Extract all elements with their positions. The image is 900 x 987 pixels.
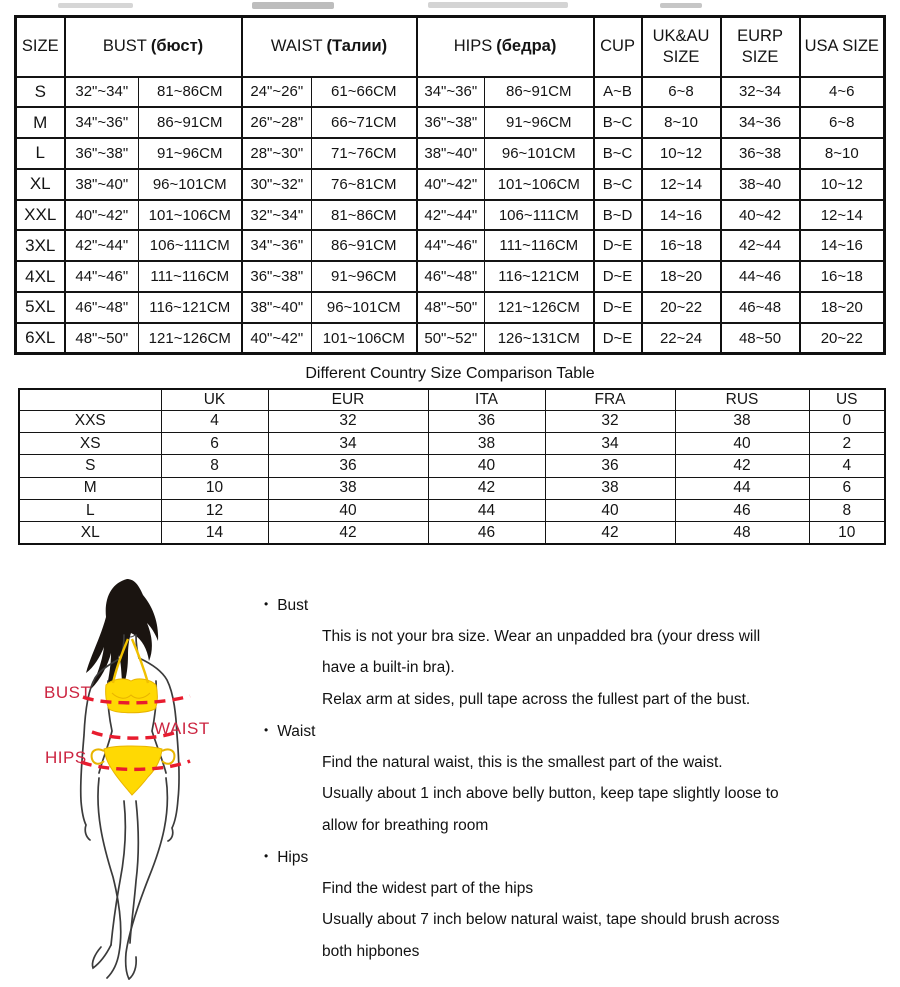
cell: 86~91CM: [312, 230, 417, 261]
cell: B~C: [594, 138, 642, 169]
cell: 12~14: [642, 169, 721, 200]
guide-title-hips: Hips: [277, 849, 309, 866]
size-row-l: [16, 138, 885, 169]
cell: 96~101CM: [312, 292, 417, 323]
cell: B~C: [594, 169, 642, 200]
cell: 20~22: [800, 323, 885, 354]
cell: 38"~40": [242, 292, 312, 323]
guide-title-bust: Bust: [277, 597, 309, 614]
cell: 20~22: [642, 292, 721, 323]
cell: XXS: [19, 410, 161, 432]
cell: 5XL: [16, 292, 65, 323]
cell: 76~81CM: [312, 169, 417, 200]
crop-artifact: [252, 2, 334, 9]
cell: S: [16, 77, 65, 108]
cell: XL: [16, 169, 65, 200]
guide-line: Relax arm at sides, pull tape across the fullest part of the bust.: [322, 690, 751, 708]
cell: 24"~26": [242, 77, 312, 108]
cell: 8~10: [800, 138, 885, 169]
col-bust-ru: (бюст): [150, 37, 204, 56]
col-uk: UK: [161, 389, 268, 410]
cell: 38: [675, 410, 809, 432]
cell: 34: [545, 432, 675, 454]
cell: D~E: [594, 292, 642, 323]
cell: 34"~36": [242, 230, 312, 261]
cell: 22~24: [642, 323, 721, 354]
col-hips: [417, 17, 594, 77]
size-row-6xl: [16, 323, 885, 354]
cell: 0: [809, 410, 885, 432]
cell: 42: [675, 455, 809, 477]
comparison-row-l: [19, 500, 885, 522]
col-fra: FRA: [545, 389, 675, 410]
crop-artifact: [660, 3, 702, 8]
cell: 40"~42": [242, 323, 312, 354]
cell: 44"~46": [417, 230, 485, 261]
cell: 14: [161, 522, 268, 544]
cell: 44~46: [721, 261, 800, 292]
cell: S: [19, 455, 161, 477]
measure-guide: [264, 589, 896, 967]
cell: 36: [268, 455, 428, 477]
comparison-row-s: [19, 455, 885, 477]
size-row-xxl: [16, 200, 885, 231]
cell: 91~96CM: [485, 107, 594, 138]
col-bust-en: BUST: [102, 37, 147, 56]
cell: 36"~38": [65, 138, 139, 169]
cell: 40: [545, 500, 675, 522]
col-ita: ITA: [428, 389, 545, 410]
col-eurp-size: EURP SIZE: [721, 17, 800, 77]
cell: 36"~38": [242, 261, 312, 292]
cell: B~D: [594, 200, 642, 231]
bullet-icon: •: [264, 723, 269, 737]
cell: 106~111CM: [139, 230, 242, 261]
cell: 32"~34": [65, 77, 139, 108]
cell: 38~40: [721, 169, 800, 200]
col-hips-en: HIPS: [453, 37, 493, 56]
cell: 40"~42": [65, 200, 139, 231]
cell: 36~38: [721, 138, 800, 169]
cell: 71~76CM: [312, 138, 417, 169]
cell: 6~8: [800, 107, 885, 138]
cell: 48: [675, 522, 809, 544]
size-table-header-row: [16, 17, 885, 77]
cell: 18~20: [800, 292, 885, 323]
cell: 40: [675, 432, 809, 454]
col-cup: CUP: [594, 17, 642, 77]
cell: 32: [545, 410, 675, 432]
country-size-comparison-table: [18, 388, 886, 545]
cell: 28"~30": [242, 138, 312, 169]
cell: 16~18: [642, 230, 721, 261]
cell: 86~91CM: [485, 77, 594, 108]
cell: 6~8: [642, 77, 721, 108]
cell: 38: [545, 477, 675, 499]
cell: 8~10: [642, 107, 721, 138]
cell: 106~111CM: [485, 200, 594, 231]
cell: 36"~38": [417, 107, 485, 138]
col-usa-size: USA SIZE: [800, 17, 885, 77]
cell: 38: [268, 477, 428, 499]
comparison-header-row: [19, 389, 885, 410]
cell: 12~14: [800, 200, 885, 231]
size-chart-table: [14, 15, 886, 355]
cell: 46: [428, 522, 545, 544]
cell: 111~116CM: [485, 230, 594, 261]
cell: 8: [809, 500, 885, 522]
size-row-5xl: [16, 292, 885, 323]
cell: 48~50: [721, 323, 800, 354]
cell: 96~101CM: [485, 138, 594, 169]
comparison-row-xs: [19, 432, 885, 454]
cell: 91~96CM: [139, 138, 242, 169]
cell: 10: [809, 522, 885, 544]
cell: 101~106CM: [485, 169, 594, 200]
cell: 48"~50": [65, 323, 139, 354]
cell: 34~36: [721, 107, 800, 138]
cell: 116~121CM: [485, 261, 594, 292]
cell: 42: [268, 522, 428, 544]
cell: 6: [161, 432, 268, 454]
cell: 6XL: [16, 323, 65, 354]
cell: 4: [809, 455, 885, 477]
cell: 42: [545, 522, 675, 544]
col-eur: EUR: [268, 389, 428, 410]
cell: 2: [809, 432, 885, 454]
cell: M: [16, 107, 65, 138]
guide-section-title: [264, 715, 896, 747]
size-row-s: [16, 77, 885, 108]
crop-artifact: [58, 3, 133, 8]
cell: 96~101CM: [139, 169, 242, 200]
cell: 42"~44": [65, 230, 139, 261]
cell: 36: [545, 455, 675, 477]
cell: 38"~40": [65, 169, 139, 200]
cell: 116~121CM: [139, 292, 242, 323]
cell: 4~6: [800, 77, 885, 108]
cell: 111~116CM: [139, 261, 242, 292]
guide-line: Usually about 7 inch below natural waist, tape should brush across: [322, 911, 780, 928]
cell: 16~18: [800, 261, 885, 292]
cell: 121~126CM: [485, 292, 594, 323]
waist-label: WAIST: [154, 719, 210, 738]
cell: M: [19, 477, 161, 499]
guide-line: both hipbones: [322, 942, 420, 960]
cell: 6: [809, 477, 885, 499]
cell: 91~96CM: [312, 261, 417, 292]
cell: L: [16, 138, 65, 169]
bullet-icon: •: [264, 597, 269, 611]
cell: 4: [161, 410, 268, 432]
cell: L: [19, 500, 161, 522]
cell: 38: [428, 432, 545, 454]
cell: 4XL: [16, 261, 65, 292]
comparison-table-title: Different Country Size Comparison Table: [305, 365, 595, 382]
cell: 40~42: [721, 200, 800, 231]
cell: 10~12: [642, 138, 721, 169]
cell: 50"~52": [417, 323, 485, 354]
col-us: US: [809, 389, 885, 410]
guide-line: Usually about 1 inch above belly button, keep tape slightly loose to: [322, 785, 779, 802]
cell: XL: [19, 522, 161, 544]
guide-line: Find the widest part of the hips: [322, 879, 534, 897]
comparison-row-m: [19, 477, 885, 499]
cell: D~E: [594, 261, 642, 292]
cell: 26"~28": [242, 107, 312, 138]
comparison-row-xxs: [19, 410, 885, 432]
cell: 3XL: [16, 230, 65, 261]
guide-section-title: [264, 841, 896, 873]
model-sketch: [26, 573, 262, 985]
bullet-icon: •: [264, 849, 269, 863]
col-waist: [242, 17, 417, 77]
cell: 86~91CM: [139, 107, 242, 138]
comparison-row-xl: [19, 522, 885, 544]
cell: 44: [675, 477, 809, 499]
size-row-xl: [16, 169, 885, 200]
cell: 40"~42": [417, 169, 485, 200]
guide-title-waist: Waist: [277, 723, 316, 740]
cell: XS: [19, 432, 161, 454]
cell: 32"~34": [242, 200, 312, 231]
cell: 32: [268, 410, 428, 432]
cell: 126~131CM: [485, 323, 594, 354]
cell: 42: [428, 477, 545, 499]
col-size: SIZE: [16, 17, 65, 77]
cell: 46~48: [721, 292, 800, 323]
guide-section-title: [264, 589, 896, 621]
cell: 101~106CM: [139, 200, 242, 231]
figure-illustration: [26, 573, 262, 985]
cell: D~E: [594, 323, 642, 354]
bust-label: BUST: [44, 683, 92, 702]
guide-line: have a built-in bra).: [322, 659, 455, 676]
cell: A~B: [594, 77, 642, 108]
size-row-m: [16, 107, 885, 138]
col-waist-en: WAIST: [270, 37, 323, 56]
cell: 38"~40": [417, 138, 485, 169]
cell: 34"~36": [417, 77, 485, 108]
cell: 42"~44": [417, 200, 485, 231]
cell: 36: [428, 410, 545, 432]
cell: 121~126CM: [139, 323, 242, 354]
col-waist-ru: (Талии): [326, 37, 388, 56]
cell: 8: [161, 455, 268, 477]
cell: 18~20: [642, 261, 721, 292]
cell: 30"~32": [242, 169, 312, 200]
cell: 14~16: [642, 200, 721, 231]
crop-artifact: [428, 2, 568, 8]
cell: 48"~50": [417, 292, 485, 323]
cell: 81~86CM: [139, 77, 242, 108]
cell: 12: [161, 500, 268, 522]
guide-line: Find the natural waist, this is the smallest part of the waist.: [322, 753, 723, 771]
cell: 14~16: [800, 230, 885, 261]
cell: 10~12: [800, 169, 885, 200]
cell: 101~106CM: [312, 323, 417, 354]
col-hips-ru: (бедра): [496, 37, 557, 56]
cell: 46"~48": [417, 261, 485, 292]
cell: 32~34: [721, 77, 800, 108]
cell: 34: [268, 432, 428, 454]
hips-label: HIPS: [45, 748, 87, 767]
guide-line: This is not your bra size. Wear an unpadded bra (your dress will: [322, 627, 761, 645]
cell: XXL: [16, 200, 65, 231]
cell: 40: [428, 455, 545, 477]
cell: 66~71CM: [312, 107, 417, 138]
cell: 10: [161, 477, 268, 499]
guide-line: allow for breathing room: [322, 816, 489, 834]
cell: B~C: [594, 107, 642, 138]
cell: 34"~36": [65, 107, 139, 138]
cell: 44: [428, 500, 545, 522]
cell: 46: [675, 500, 809, 522]
col-bust: [65, 17, 242, 77]
size-row-3xl: [16, 230, 885, 261]
col-blank: [19, 389, 161, 410]
cell: 40: [268, 500, 428, 522]
cell: 81~86CM: [312, 200, 417, 231]
cell: 61~66CM: [312, 77, 417, 108]
col-ukau-size: UK&AU SIZE: [642, 17, 721, 77]
cell: 44"~46": [65, 261, 139, 292]
cell: 42~44: [721, 230, 800, 261]
col-rus: RUS: [675, 389, 809, 410]
cell: 46"~48": [65, 292, 139, 323]
size-row-4xl: [16, 261, 885, 292]
cell: D~E: [594, 230, 642, 261]
